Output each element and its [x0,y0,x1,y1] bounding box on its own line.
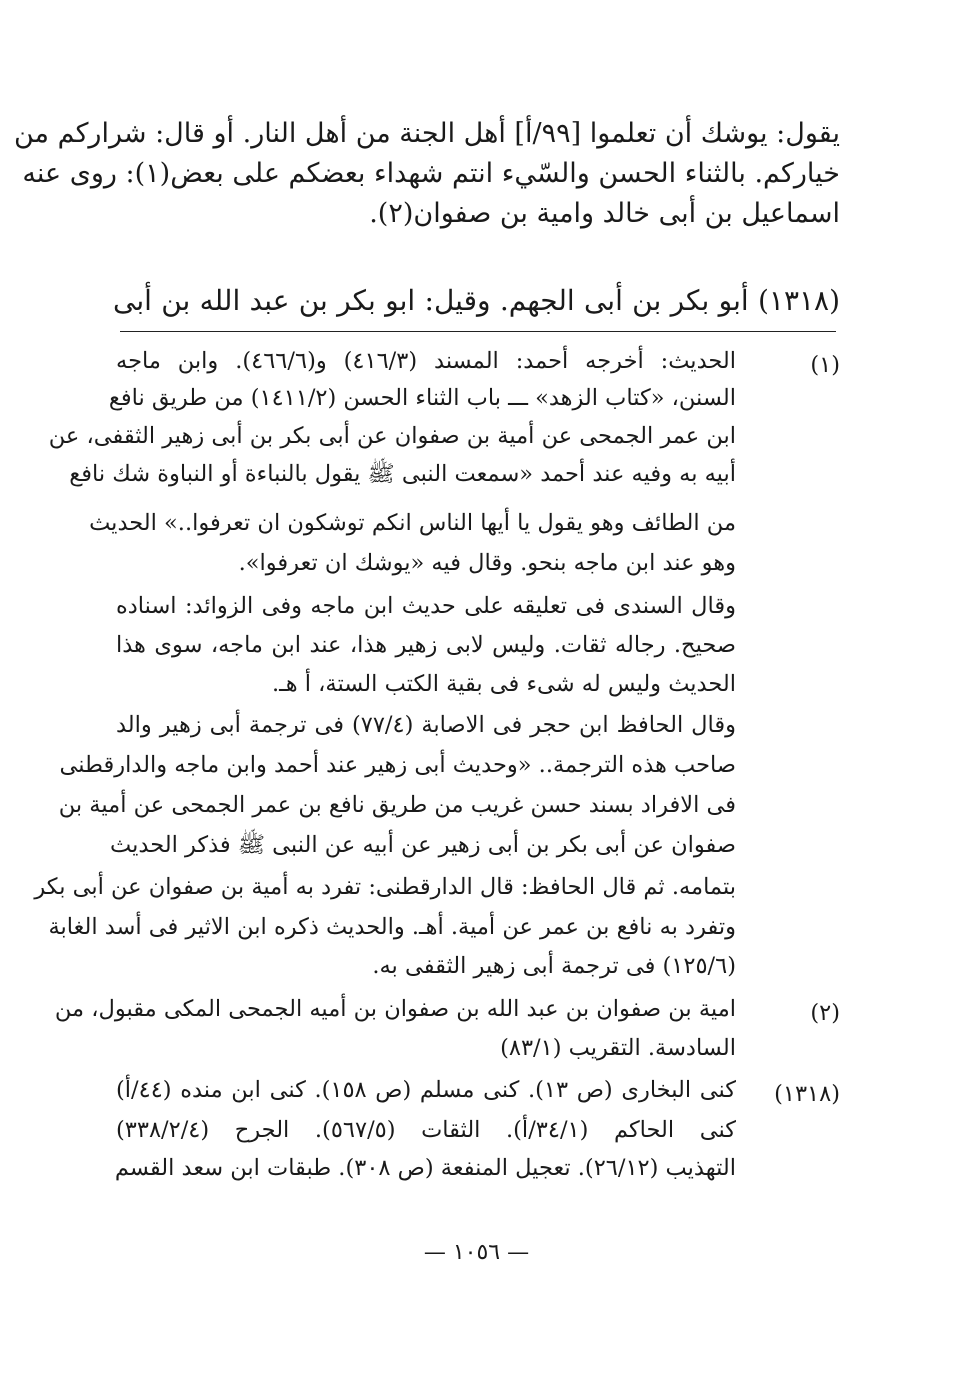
footnote-line: السادسة. التقريب (٨٣/١) [500,1035,736,1061]
footnote-line: وهو عند ابن ماجه بنحو. وقال فيه «يوشك ان تعرفوا». [238,550,736,576]
footnote-line: كنى البخارى (ص ١٣). كنى مسلم (ص ١٥٨). كنى ابن منده (٤٤/أ) [116,1077,736,1103]
footnote-line: ابن عمر الجمحى عن أمية بن صفوان عن أبى بكر بن أبى زهير الثقفى، عن [48,423,736,449]
footnote-line: صحيح. رجاله ثقات. وليس لابى زهير هذا، عند ابن ماجه، سوى هذا [116,632,736,658]
footnote-line: فى الافراد بسند حسن غريب من طريق نافع بن عمر الجمحى عن أمية بن [58,792,736,818]
footnote-number: (٢) [810,1000,840,1026]
footnote-separator [120,331,836,332]
main-text-line: يقول: يوشك أن تعلموا [٩٩/أ] أهل الجنة من أهل النار. أو قال: شراركم من [14,118,840,149]
footnote-line: صاحب هذه الترجمة.. «وحديث أبى زهير عند أحمد وابن ماجه والدارقطنى [59,752,736,778]
footnote-line: امية بن صفوان بن عبد الله بن صفوان بن أميه الجمحى المكى مقبول، من [54,996,736,1022]
main-text-line: اسماعيل بن أبى خالد وامية بن صفوان(٢). [369,198,840,229]
footnote-line: وقال السندى فى تعليقه على حديث ابن ماجه وفى الزوائد: اسناده [116,593,736,619]
footnote-line: وقال الحافظ ابن حجر فى الاصابة (٧٧/٤) فى ترجمة أبى زهير والد [116,712,736,738]
footnote-line: (١٢٥/٦) فى ترجمة أبى زهير الثقفى به. [372,953,736,979]
footnote-line: كنى الحاكم (٣٤/١/أ). الثقات (٥٦٧/٥). الجرح (٣٣٨/٢/٤) [116,1117,736,1143]
footnote-line: السنن، «كتاب الزهد» ـــ باب الثناء الحسن (١٤١١/٢) من طريق نافع [108,385,736,411]
footnote-line: من الطائف وهو يقول يا أيها الناس انكم توشكون ان تعرفوا..» الحديث [89,510,736,536]
main-text-line: خياركم. بالثناء الحسن والسّيء انتم شهداء بعضكم على بعض(١): روى عنه [22,158,840,189]
footnote-line: الحديث وليس له شىء فى بقية الكتب الستة، أ هـ. [271,671,736,697]
page-number: — ١٠٥٦ — [423,1240,530,1265]
footnote-line: التهذيب (٢٦/١٢). تعجيل المنفعة (ص ٣٠٨). طبقات ابن سعد القسم [114,1155,736,1181]
entry-heading: (١٣١٨) أبو بكر بن أبى الجهم. وقيل: ابو بكر بن عبد الله بن أبى [113,284,840,317]
footnote-number: (١) [810,352,840,378]
footnote-line: صفوان عن أبى بكر بن أبى زهير عن أبيه عن النبى ﷺ فذكر الحديث [110,832,736,858]
footnote-number: (١٣١٨) [774,1081,840,1107]
footnote-line: وتفرد به نافع بن عمر عن أمية. أهـ. والحديث ذكره ابن الاثير فى أسد الغابة [48,914,736,940]
footnote-line: الحديث: أخرجه أحمد: المسند (٤١٦/٣) و(٤٦٦/٦). وابن ماجه [116,348,737,374]
footnote-line: بتمامه. ثم قال الحافظ: قال الدارقطنى: تفرد به أمية بن صفوان عن أبى بكر [34,874,736,900]
footnote-line: أبيه به وفيه عند أحمد «سمعت النبى ﷺ يقول بالنباءة أو النباوة شك نافع [69,461,736,487]
